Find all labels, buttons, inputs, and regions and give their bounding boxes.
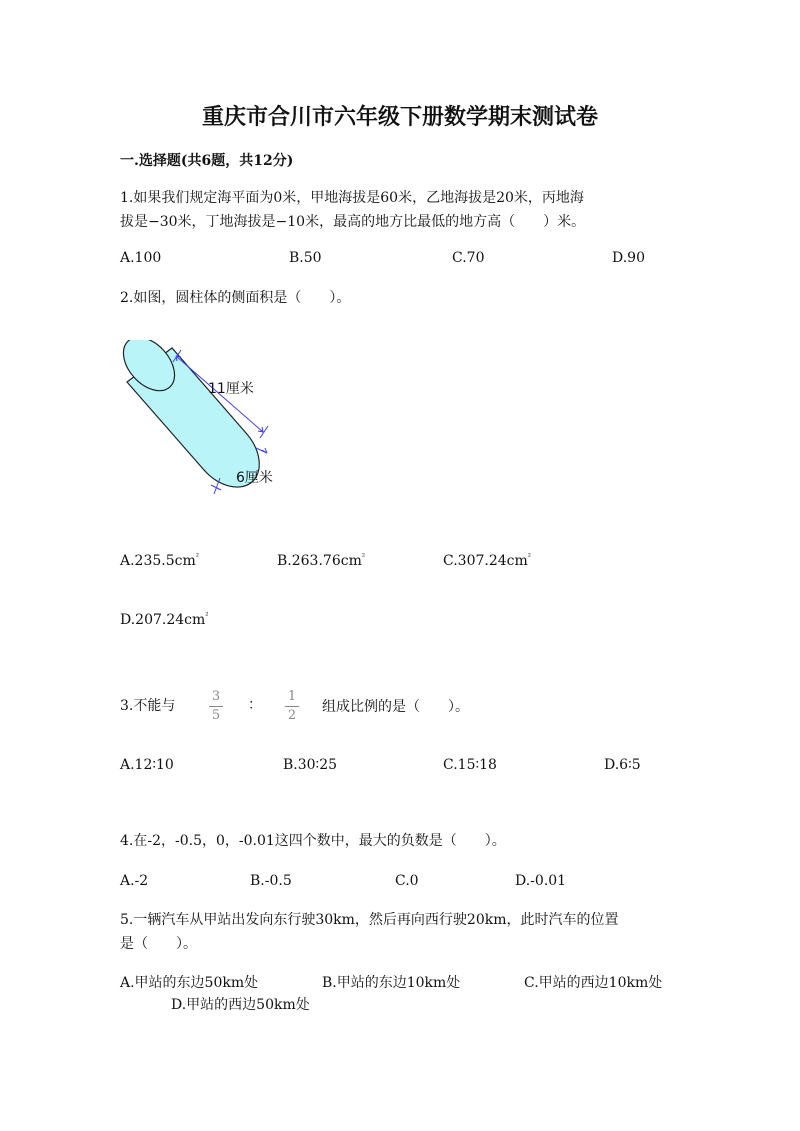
question-1-option-b: B.50 <box>289 250 322 266</box>
ratio-colon: ： <box>248 697 262 713</box>
question-5-line-2: 是（ ）。 <box>120 936 197 952</box>
question-3-option-a: A.12∶10 <box>120 757 174 773</box>
cylinder-figure <box>120 340 300 510</box>
length-label: 11厘米 <box>208 381 254 397</box>
fraction-bar <box>285 706 299 707</box>
fraction-bar <box>209 706 223 707</box>
question-3-option-c: C.15∶18 <box>443 757 497 773</box>
question-1-option-c: C.70 <box>452 250 485 266</box>
question-1-line-2: 拔是−30米，丁地海拔是−10米，最高的地方比最低的地方高（ ）米。 <box>120 214 586 230</box>
section-heading: 一.选择题(共6题，共12分) <box>120 153 294 169</box>
cylinder-body <box>120 340 259 487</box>
question-5-option-b: B.甲站的东边10km处 <box>322 975 461 991</box>
question-5-option-c: C.甲站的西边10km处 <box>524 975 663 991</box>
question-3-prefix: 3.不能与 <box>120 698 176 714</box>
question-4-option-d: D.-0.01 <box>515 873 567 889</box>
question-3-option-d: D.6∶5 <box>604 757 641 773</box>
question-2-option-b: $B.263.76cm^{^2}$ <box>277 552 366 569</box>
question-4-option-c: C.0 <box>395 873 419 889</box>
page-title: 重庆市合川市六年级下册数学期末测试卷 <box>201 104 598 130</box>
question-1-option-a: A.100 <box>120 250 162 266</box>
question-5-line-1: 5.一辆汽车从甲站出发向东行驶30km，然后再向西行驶20km，此时汽车的位置 <box>120 912 619 928</box>
question-5-option-a: A.甲站的东边50km处 <box>120 975 259 991</box>
question-2-option-d: $D.207.24cm^{^2}$ <box>120 611 209 628</box>
question-2-option-c: $C.307.24cm^{^2}$ <box>443 552 531 569</box>
question-2-text: 2.如图，圆柱体的侧面积是（ ）。 <box>120 290 351 306</box>
question-3-option-b: B.30∶25 <box>283 757 338 773</box>
question-4-option-b: B.-0.5 <box>250 873 292 889</box>
question-1-option-d: D.90 <box>612 250 645 266</box>
diameter-label: 6厘米 <box>236 470 273 486</box>
question-4-text: 4.在-2，-0.5，0，-0.01这四个数中，最大的负数是（ ）。 <box>120 833 506 849</box>
question-3-suffix: 组成比例的是（ ）。 <box>322 699 469 715</box>
fraction-one-half: 1 2 <box>285 689 299 724</box>
fraction-three-fifths: 3 5 <box>209 689 223 724</box>
question-5-option-d: D.甲站的西边50km处 <box>171 997 310 1013</box>
question-4-option-a: A.-2 <box>120 873 149 889</box>
question-1-line-1: 1.如果我们规定海平面为0米，甲地海拔是60米，乙地海拔是20米，丙地海 <box>120 190 584 206</box>
question-2-option-a: $A.235.5cm^{^2}$ <box>120 552 199 569</box>
